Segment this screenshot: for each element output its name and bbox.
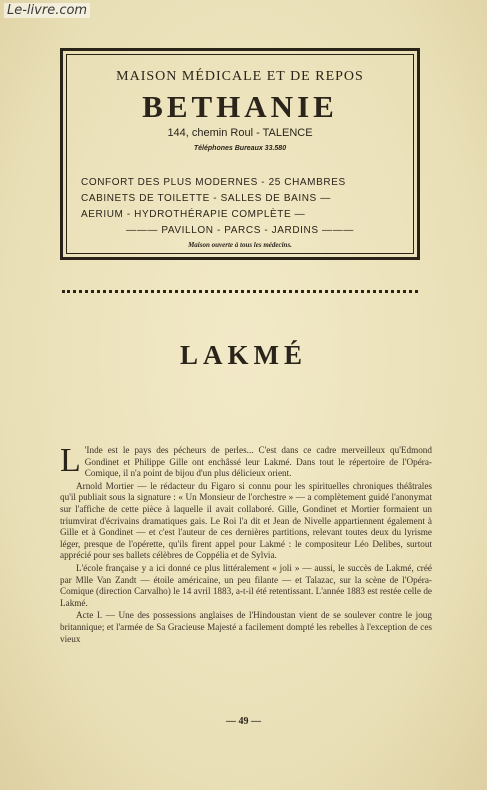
- ad-footer: Maison ouverte à tous les médecins.: [188, 241, 292, 249]
- ad-phone: Téléphones Bureaux 33.580: [193, 145, 287, 152]
- page-number: — 49 —: [226, 716, 261, 727]
- drop-cap: L: [60, 442, 81, 479]
- paragraph-text: 'Inde est le pays des pécheurs de perles... C'est dans ce cadre merveilleux qu'Edmond Gondinet et Philippe Gille ont enchâssé leur Lakmé. Dans tout le répertoire de l'Opéra-Comique, il n'a point de bijou d'un plus délicieux orient.: [84, 445, 432, 479]
- ad-amenity: CONFORT DES PLUS MODERNES - 25 CHAMBRES: [81, 177, 346, 188]
- article-title: LAKMÉ: [179, 340, 307, 370]
- advertisement-box: [60, 48, 420, 260]
- advertisement-inner-border: [66, 54, 414, 254]
- watermark: Le-livre.com: [4, 3, 90, 18]
- ad-name: BETHANIE: [142, 89, 338, 124]
- article-paragraph: Arnold Mortier — le rédacteur du Figaro si connu pour les spirituelles chroniques théâtrales qu'il publiait sous la signature : « Un Monsieur de l'orchestre » — a complètement guidé l'anonymat sur l'affiche de cette pièce à laquelle il avait collaboré. Gille, Gondinet et Mortier formaient un triumvirat d'écrivains dramatiques gais. Le Roi l'a dit et Jean de Nivelle appartiennent également à Gille et à Gondinet — et c'est l'auteur de ces dernières partitions, relevant toutes deux du lyrisme léger, presque de l'opérette, qu'ils firent appel pour Lakmé : le compositeur Léo Delibes, surtout apprécié pour ses ballets célèbres de Coppélia et de Sylvia.: [60, 480, 432, 561]
- article-paragraph: Acte I. — Une des possessions anglaises de l'Hindoustan vient de se soulever contre le joug britannique; et l'armée de Sa Gracieuse Majesté a facilement dompté les rebelles à l'exception de ces vieux: [60, 610, 432, 644]
- ad-heading: MAISON MÉDICALE ET DE REPOS: [116, 69, 364, 84]
- dotted-separator: [62, 290, 418, 297]
- article-body: [60, 442, 432, 646]
- ad-amenity: AERIUM - HYDROTHÉRAPIE COMPLÈTE —: [81, 209, 306, 220]
- article-paragraph: [60, 442, 432, 480]
- ad-amenity: CABINETS DE TOILETTE - SALLES DE BAINS —: [81, 193, 331, 204]
- ad-address: 144, chemin Roul - TALENCE: [167, 127, 313, 139]
- ad-amenity: ——— PAVILLON - PARCS - JARDINS ———: [126, 225, 354, 236]
- article-paragraph: L'école française y a ici donné ce plus littéralement « joli » — aussi, le succès de Lakmé, créé par Mlle Van Zandt — étoile américaine, un peu filante — et Talazac, sur la scène de l'Opéra-Comique (direction Carvalho) le 14 avril 1883, a-t-il été retentissant. L'année 1883 est restée celle de Lakmé.: [60, 562, 432, 608]
